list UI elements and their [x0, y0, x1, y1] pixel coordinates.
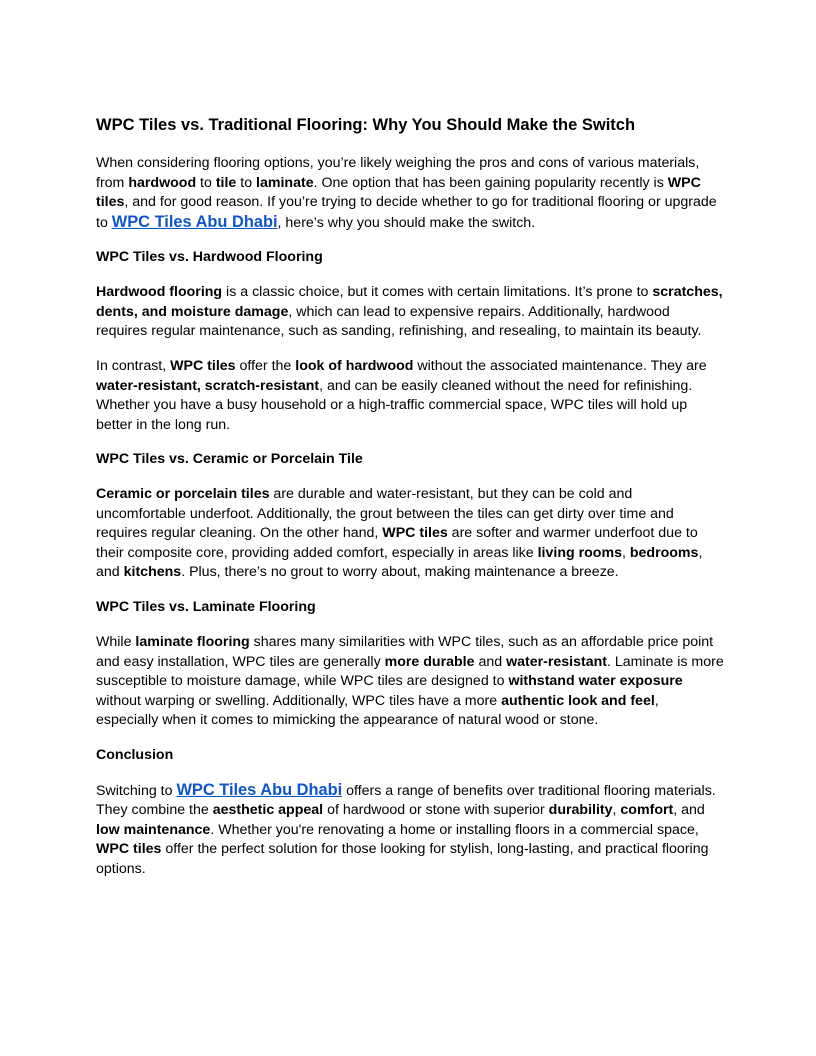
text-run: , — [621, 544, 630, 561]
text-run: , which can lead to expensive repairs. Additionally, hardwood requires regular maintenance, such as sanding, refinishing, and resealing, to maintain its beauty. — [96, 303, 702, 340]
bold-run: authentic look and feel — [501, 692, 655, 709]
bold-run: aesthetic appeal — [212, 802, 324, 819]
laminate-paragraph — [96, 633, 724, 731]
document-title: WPC Tiles vs. Traditional Flooring: Why You Should Make the Switch — [96, 116, 636, 134]
bold-run: WPC tiles — [170, 358, 236, 375]
heading-ceramic: WPC Tiles vs. Ceramic or Porcelain Tile — [96, 451, 363, 468]
bold-run: hardwood — [128, 174, 197, 191]
bold-run: WPC tiles — [96, 174, 701, 210]
text-run: is a classic choice, but it comes with certain limitations. It’s prone to — [222, 284, 653, 301]
wpc-tiles-abu-dhabi-link[interactable]: WPC Tiles Abu Dhabi — [176, 780, 343, 799]
text-run: . Laminate is more susceptible to moisture damage, while WPC tiles are designed to — [96, 653, 724, 690]
text-run: , especially when it comes to mimicking the appearance of natural wood or stone. — [96, 692, 659, 729]
text-run: While — [96, 634, 136, 651]
hardwood-paragraph-2 — [96, 357, 724, 435]
bold-run: laminate — [256, 174, 314, 191]
text-run: In contrast, — [96, 358, 171, 375]
text-run: shares many similarities with WPC tiles, such as an affordable price point and easy installation, WPC tiles are generally — [96, 634, 714, 670]
bold-run: kitchens — [123, 564, 182, 581]
text-run: and — [474, 653, 507, 670]
text-run: to — [196, 174, 216, 191]
ceramic-paragraph — [96, 485, 724, 583]
conclusion-paragraph — [96, 781, 724, 880]
heading-conclusion: Conclusion — [96, 746, 174, 763]
wpc-tiles-abu-dhabi-link[interactable]: WPC Tiles Abu Dhabi — [111, 212, 278, 231]
text-run: , and — [96, 544, 703, 581]
bold-run: water-resistant — [506, 653, 608, 670]
bold-run: WPC tiles — [96, 841, 162, 858]
text-run: , and can be easily cleaned without the need for refinishing. Whether you have a busy household or a high-traffic commercial space, WPC tiles will hold up better in the long run. — [96, 377, 693, 433]
text-run: offer the perfect solution for those looking for stylish, long-lasting, and practical flooring options. — [96, 841, 709, 877]
text-run: of hardwood or stone with superior — [323, 802, 549, 819]
text-run: . Plus, there’s no grout to worry about, making maintenance a breeze. — [181, 564, 619, 581]
bold-run: scratches, dents, and moisture damage — [96, 284, 723, 320]
text-run: without the associated maintenance. They are — [413, 358, 707, 375]
text-run: offer the — [235, 358, 296, 375]
text-run: , and — [673, 802, 705, 819]
heading-hardwood: WPC Tiles vs. Hardwood Flooring — [96, 249, 323, 266]
bold-run: durability — [548, 802, 613, 819]
text-run: to — [236, 174, 257, 191]
text-run: When considering flooring options, you’re likely weighing the pros and cons of various materials, from — [96, 155, 700, 191]
text-run: , — [612, 802, 621, 819]
text-run: , and for good reason. If you’re trying to decide whether to go for traditional flooring or upgrade to — [96, 194, 717, 231]
bold-run: WPC tiles — [382, 525, 448, 542]
bold-run: low maintenance — [96, 821, 211, 838]
bold-run: look of hardwood — [295, 358, 414, 375]
bold-run: more durable — [384, 653, 475, 670]
bold-run: living rooms — [537, 544, 622, 561]
bold-run: Hardwood flooring — [96, 284, 223, 301]
text-run: , here’s why you should make the switch. — [277, 214, 536, 231]
bold-run: Ceramic or porcelain tiles — [96, 486, 270, 503]
bold-run: bedrooms — [629, 544, 699, 561]
text-run: without warping or swelling. Additionally, WPC tiles have a more — [96, 692, 502, 709]
intro-paragraph — [96, 154, 724, 233]
heading-laminate: WPC Tiles vs. Laminate Flooring — [96, 599, 316, 616]
text-run: offers a range of benefits over traditional flooring materials. They combine the — [96, 782, 716, 819]
bold-run: comfort — [620, 802, 674, 819]
text-run: Switching to — [96, 782, 177, 799]
text-run: . Whether you're renovating a home or installing floors in a commercial space, — [210, 821, 699, 838]
bold-run: withstand water exposure — [508, 673, 683, 690]
bold-run: tile — [215, 174, 237, 191]
text-run: are softer and warmer underfoot due to their composite core, providing added comfort, especially in areas like — [96, 525, 698, 561]
text-run: . One option that has been gaining popularity recently is — [313, 174, 668, 191]
hardwood-paragraph-1 — [96, 283, 724, 342]
text-run: are durable and water-resistant, but they can be cold and uncomfortable underfoot. Additionally, the grout between the tiles can get dirty over time and requires regular cleaning. On the other hand, — [96, 486, 674, 542]
bold-run: laminate flooring — [135, 634, 250, 651]
bold-run: water-resistant, scratch-resistant — [96, 377, 320, 394]
document-page — [96, 113, 724, 895]
